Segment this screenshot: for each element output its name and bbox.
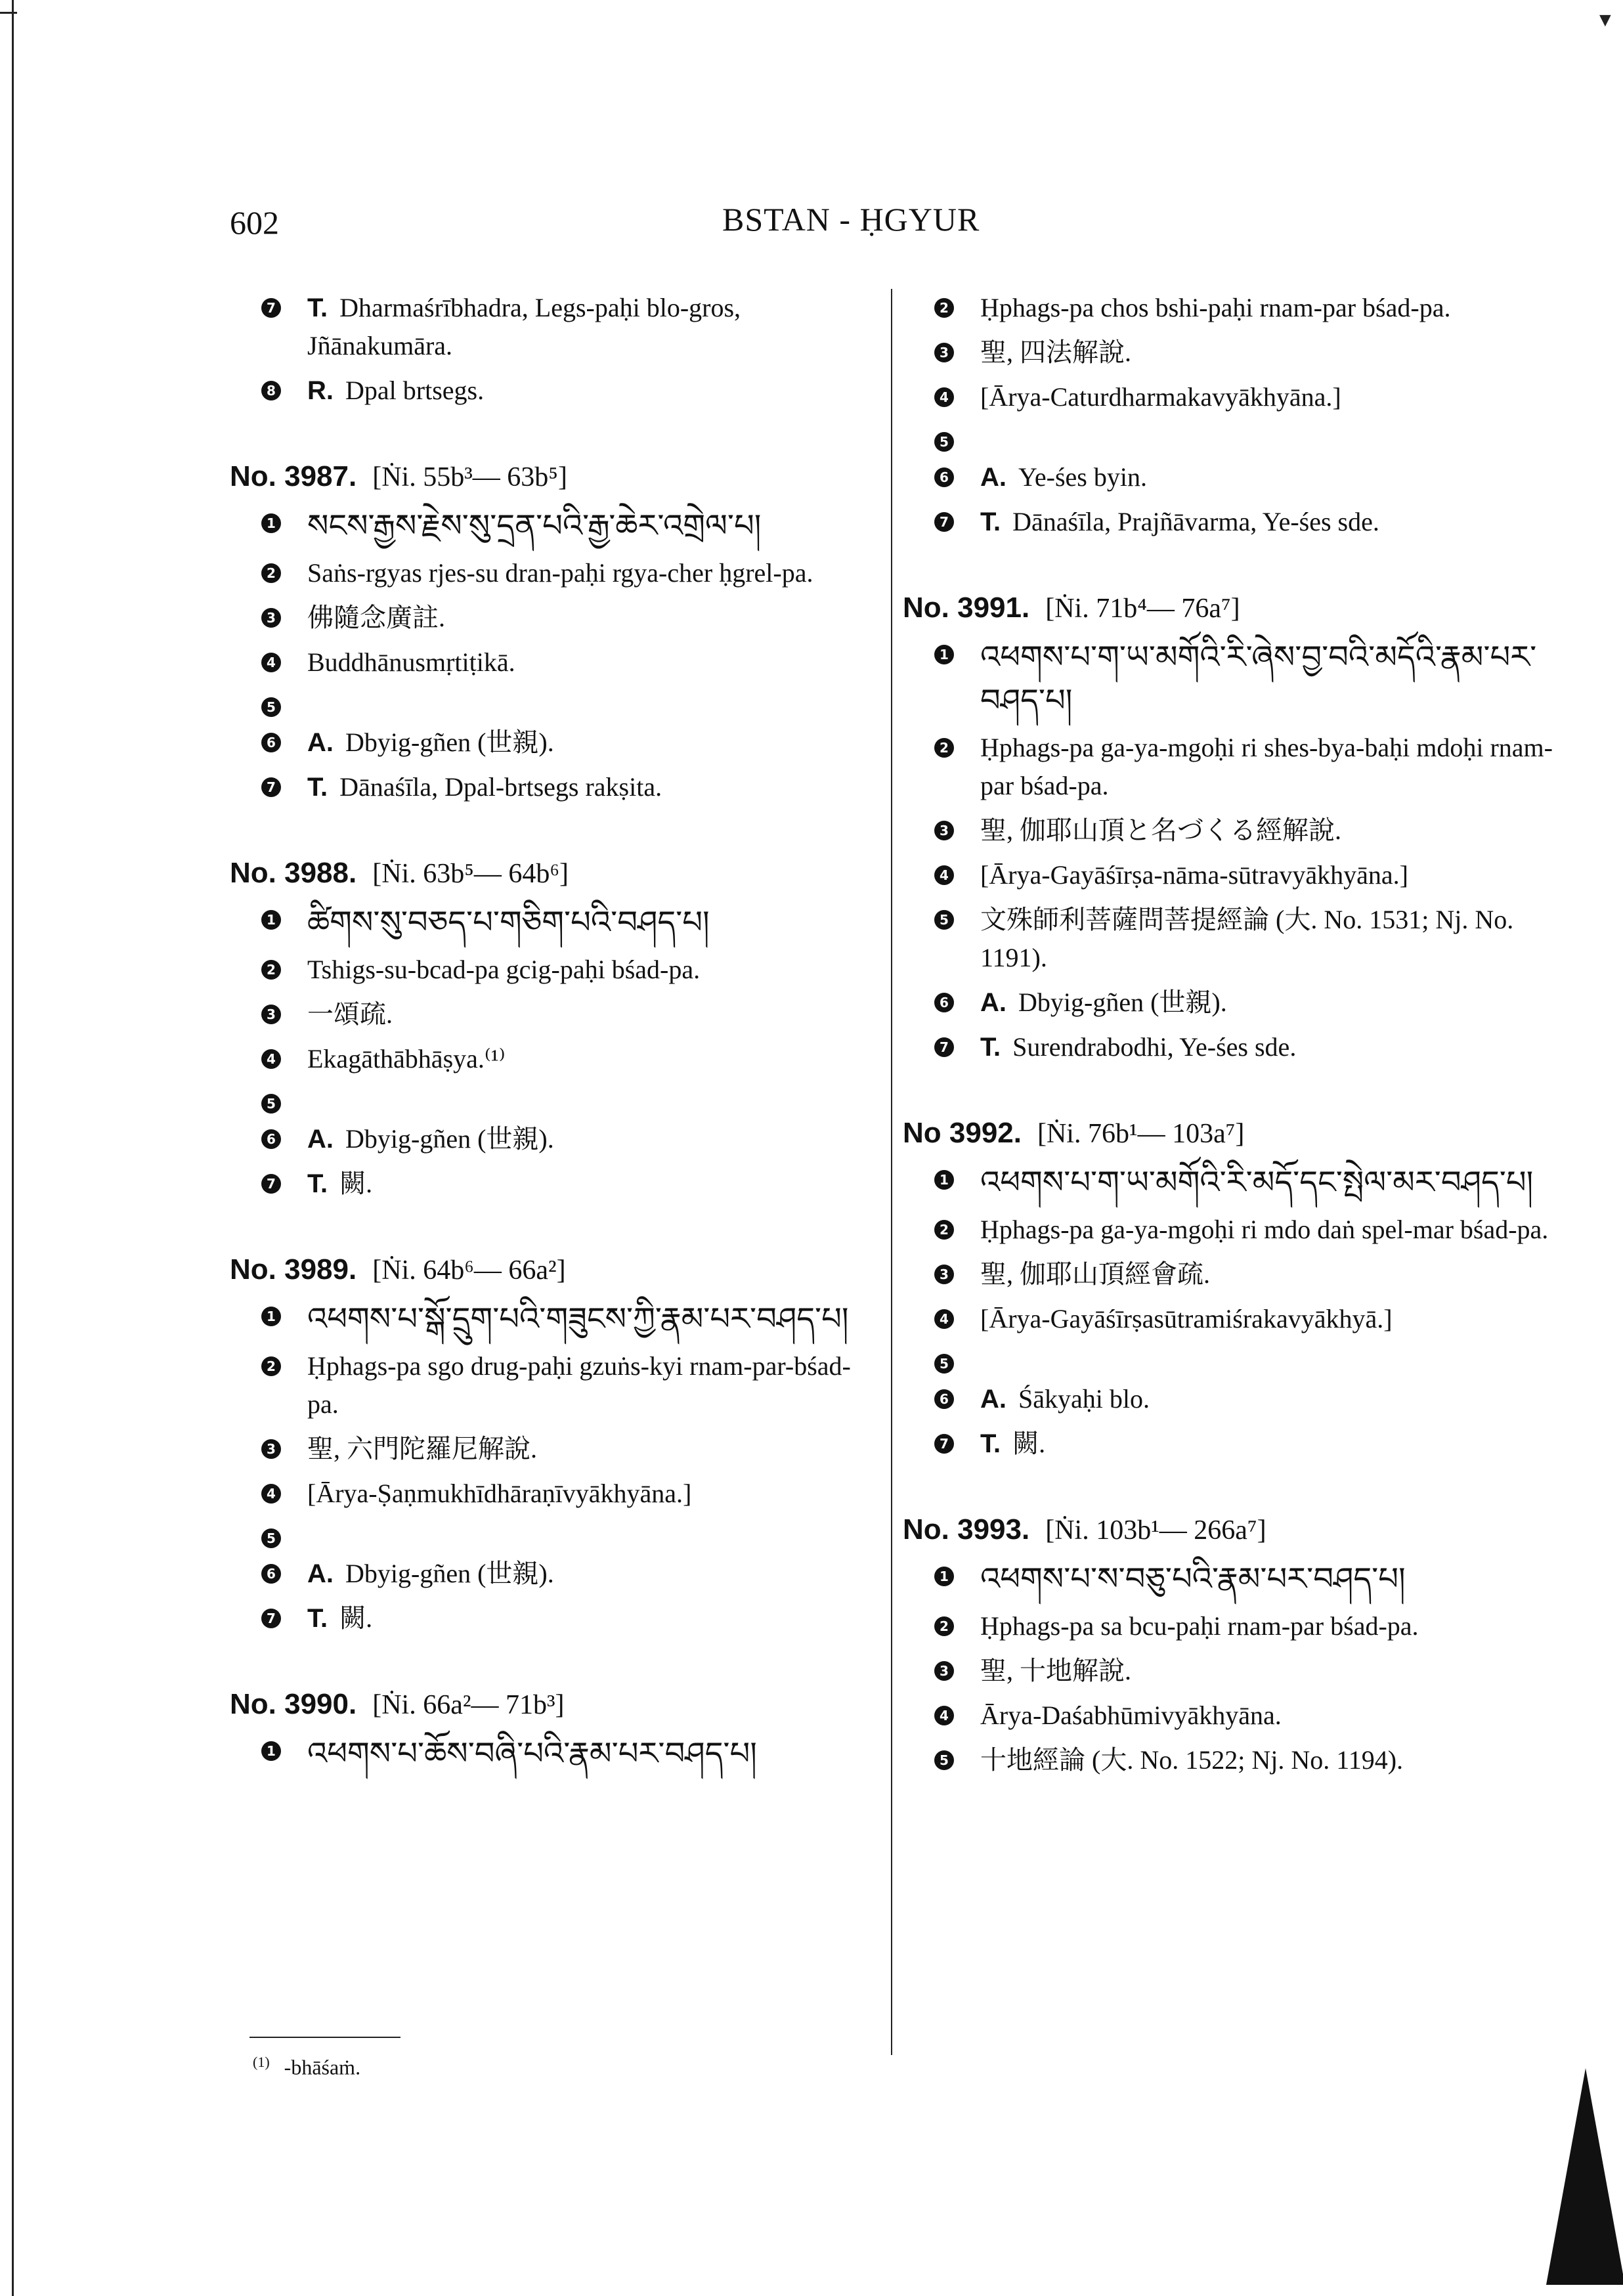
entry-field [903, 729, 1559, 805]
field-number-badge: 2 [934, 298, 954, 318]
field-text [307, 1165, 873, 1203]
tibetan-title [980, 1557, 1559, 1601]
field-text [980, 1697, 1559, 1735]
entry-number: No. 3989. [230, 1253, 357, 1286]
entry-field [903, 1652, 1559, 1690]
field-value: 闕. [339, 1603, 373, 1633]
entry-field [903, 1607, 1559, 1645]
entry-field [903, 856, 1559, 894]
field-value: Dpal brtsegs. [345, 376, 485, 405]
entry-heading [903, 1114, 1559, 1153]
field-number-badge: 1 [934, 645, 954, 664]
field-role-label: A. [980, 1385, 1006, 1414]
entry-field [230, 1297, 873, 1341]
entry-spacer [903, 548, 1559, 588]
entry-folio-ref: [Ṅi. 76b¹— 103a⁷] [1037, 1119, 1245, 1149]
field-value: 聖, 六門陀羅尼解說. [307, 1434, 537, 1463]
entry-field [230, 768, 873, 806]
field-number-badge: 6 [261, 1129, 281, 1149]
entry-field [903, 1741, 1559, 1779]
field-value: [Ārya-Gayāśīrṣasūtramiśrakavyākhyā.] [980, 1304, 1393, 1333]
field-number-badge: 1 [261, 910, 281, 930]
field-text [307, 1120, 873, 1158]
field-value: Ḥphags-pa sgo drug-paḥi gzuṅs-kyi rnam-par-bśad-pa. [307, 1351, 851, 1419]
tibetan-title [307, 1297, 873, 1341]
field-value: [Ārya-Gayāśīrṣa-nāma-sūtravyākhyāna.] [980, 860, 1408, 890]
entry-field [230, 1120, 873, 1158]
entry-field [230, 951, 873, 989]
field-text [980, 1741, 1559, 1779]
entry-field [903, 636, 1559, 722]
column-divider [891, 289, 892, 2055]
field-number-badge: 7 [261, 777, 281, 797]
field-value: 佛隨念廣註. [307, 603, 445, 632]
field-number-badge: 5 [934, 432, 954, 452]
entry-heading [230, 854, 873, 893]
field-role-label: T. [980, 508, 1001, 536]
field-value: Ḥphags-pa ga-ya-mgoḥi ri shes-bya-baḥi mdoḥi rnam-par bśad-pa. [980, 733, 1553, 800]
entry-spacer [230, 1209, 873, 1250]
entry-field [230, 1085, 873, 1114]
entry-field [230, 1347, 873, 1423]
entry-field [903, 1028, 1559, 1066]
field-number-badge: 7 [934, 1434, 954, 1454]
entry-field [903, 1380, 1559, 1418]
field-role-label: A. [307, 728, 334, 757]
field-number-badge: 7 [261, 1609, 281, 1628]
field-text [307, 995, 873, 1033]
field-number-badge: 6 [934, 467, 954, 487]
field-value: 闕. [1012, 1429, 1046, 1458]
entry-spacer [230, 416, 873, 457]
field-text [307, 1430, 873, 1468]
field-text [980, 334, 1559, 372]
field-text [980, 289, 1559, 327]
field-text [307, 724, 873, 762]
entry-number: No. 3987. [230, 460, 357, 492]
field-text [980, 458, 1559, 496]
field-value: Dbyig-gñen (世親). [345, 727, 554, 757]
field-number-badge: 1 [934, 1170, 954, 1190]
entry-field [230, 1040, 873, 1078]
field-number-badge: 3 [261, 608, 281, 628]
field-number-badge: 2 [261, 563, 281, 583]
field-number-badge: 2 [261, 960, 281, 980]
catalog-entry [903, 1469, 1559, 1779]
field-text [980, 984, 1559, 1022]
field-text [980, 1652, 1559, 1690]
field-number-badge: 5 [934, 910, 954, 930]
field-number-badge: 5 [261, 1528, 281, 1548]
field-number-badge: 1 [934, 1567, 954, 1586]
field-text [307, 289, 873, 365]
entry-field [230, 1475, 873, 1513]
field-text [980, 812, 1559, 850]
field-number-badge: 7 [934, 1037, 954, 1057]
field-text [307, 1599, 873, 1637]
field-value: Dbyig-gñen (世親). [345, 1124, 554, 1154]
entry-number: No 3992. [903, 1117, 1022, 1149]
field-number-badge: 4 [261, 1484, 281, 1504]
field-text [980, 378, 1559, 416]
catalog-entry [230, 416, 873, 806]
footnote-rule [249, 2037, 400, 2038]
entry-folio-ref: [Ṅi. 71b⁴— 76a⁷] [1045, 594, 1240, 624]
field-value: Surendrabodhi, Ye-śes sde. [1012, 1032, 1297, 1062]
field-value: 聖, 十地解說. [980, 1656, 1131, 1685]
field-role-label: R. [307, 376, 334, 405]
entry-spacer [903, 1469, 1559, 1510]
entry-field [903, 1425, 1559, 1463]
tibetan-title [980, 1161, 1559, 1204]
entry-heading [903, 588, 1559, 628]
field-number-badge: 7 [261, 1174, 281, 1194]
field-value: Dharmaśrībhadra, Legs-paḥi blo-gros, Jñānakumāra. [307, 293, 741, 360]
field-number-badge: 5 [934, 1354, 954, 1374]
field-role-label: A. [307, 1559, 334, 1588]
entry-number: No. 3991. [903, 592, 1030, 624]
entry-field [230, 554, 873, 592]
field-value: འཕགས་པ་ས་བཅུ་པའི་རྣམ་པར་བཤད་པ། [980, 1561, 1406, 1597]
entry-field [230, 372, 873, 410]
field-value: ཚིགས་སུ་བཅད་པ་གཅིག་པའི་བཤད་པ། [307, 904, 710, 941]
catalog-entry [903, 548, 1559, 1066]
field-number-badge: 1 [261, 1307, 281, 1326]
field-number-badge: 3 [261, 1005, 281, 1024]
entry-folio-ref: [Ṅi. 103b¹— 266a⁷] [1045, 1515, 1266, 1546]
field-value: སངས་རྒྱས་རྗེས་སུ་དྲན་པའི་རྒྱ་ཆེར་འགྲེལ་པ། [307, 508, 762, 544]
entry-field [903, 1697, 1559, 1735]
field-text [980, 1380, 1559, 1418]
footnote-text: -bhāśaṁ. [284, 2055, 361, 2079]
entry-field [230, 643, 873, 682]
catalog-entry [230, 813, 873, 1203]
field-value: 聖, 伽耶山頂經會疏. [980, 1259, 1210, 1289]
field-value: 一頌疏. [307, 999, 393, 1029]
field-number-badge: 1 [261, 513, 281, 533]
field-number-badge: 2 [934, 738, 954, 758]
right-column [903, 289, 1559, 1786]
field-number-badge: 4 [261, 1049, 281, 1069]
entry-number: No. 3990. [230, 1688, 357, 1720]
field-text [307, 554, 873, 592]
field-value: འཕགས་པ་ཆོས་བཞི་པའི་རྣམ་པར་བཤད་པ། [307, 1735, 757, 1772]
field-text [307, 1347, 873, 1423]
entry-number: No. 3993. [903, 1513, 1030, 1546]
field-number-badge: 3 [934, 1661, 954, 1681]
entry-folio-ref: [Ṅi. 55b³— 63b⁵] [372, 462, 567, 492]
entry-field [903, 812, 1559, 850]
field-number-badge: 5 [934, 1750, 954, 1770]
catalog-entry [230, 1644, 873, 1775]
field-value: 聖, 四法解說. [980, 337, 1131, 367]
catalog-entry [230, 1209, 873, 1637]
entry-field [903, 1557, 1559, 1601]
corner-mark: ▼ [1595, 9, 1615, 31]
tibetan-title [307, 1732, 873, 1775]
field-text [307, 1040, 873, 1078]
field-value: 十地經論 (大. No. 1522; Nj. No. 1194). [980, 1745, 1404, 1775]
field-value: Saṅs-rgyas rjes-su dran-paḥi rgya-cher ḥgrel-pa. [307, 558, 813, 588]
entry-field [230, 504, 873, 548]
entry-field [903, 901, 1559, 977]
catalog-entry [903, 1073, 1559, 1463]
field-number-badge: 3 [934, 821, 954, 840]
field-value: Ḥphags-pa chos bshi-paḥi rnam-par bśad-pa. [980, 293, 1451, 322]
field-text [980, 901, 1559, 977]
field-role-label: A. [980, 988, 1006, 1017]
entry-field [903, 378, 1559, 416]
field-value: 文殊師利菩薩問菩提經論 (大. No. 1531; Nj. No. 1191). [980, 905, 1514, 972]
entry-heading [230, 1250, 873, 1289]
entry-field [903, 1161, 1559, 1204]
entry-field [903, 1300, 1559, 1338]
entry-folio-ref: [Ṅi. 66a²— 71b³] [372, 1690, 565, 1720]
field-value: འཕགས་པ་ག་ཡ་མགོའི་རི་ཞེས་བྱ་བའི་མདོའི་རྣམ་པར་བཤད་པ། [980, 639, 1537, 719]
field-text [307, 951, 873, 989]
entry-field [903, 503, 1559, 541]
field-role-label: T. [307, 293, 328, 322]
footnote-marker: (1) [253, 2054, 270, 2070]
entry-field [230, 1599, 873, 1637]
field-text [980, 1607, 1559, 1645]
tibetan-title [307, 504, 873, 548]
field-role-label: T. [307, 773, 328, 802]
entry-continuation [230, 289, 873, 410]
field-value: Buddhānusmṛtiṭikā. [307, 647, 515, 677]
field-number-badge: 2 [934, 1220, 954, 1240]
field-number-badge: 6 [934, 993, 954, 1012]
field-text [307, 768, 873, 806]
entry-field [903, 1211, 1559, 1249]
field-number-badge: 4 [261, 653, 281, 672]
entry-folio-ref: [Ṅi. 63b⁵— 64b⁶] [372, 859, 569, 889]
field-number-badge: 3 [261, 1439, 281, 1459]
entry-heading [230, 457, 873, 496]
field-role-label: T. [307, 1169, 328, 1198]
field-text [980, 1425, 1559, 1463]
tibetan-title [980, 636, 1559, 722]
field-text [307, 1475, 873, 1513]
entry-spacer [230, 1644, 873, 1685]
entry-field [230, 289, 873, 365]
entry-field [903, 458, 1559, 496]
field-number-badge: 6 [261, 1564, 281, 1584]
field-value: Dbyig-gñen (世親). [1018, 987, 1227, 1017]
page-edge-line [12, 0, 14, 2296]
entry-field [903, 289, 1559, 327]
entry-field [230, 1519, 873, 1548]
entry-field [903, 1345, 1559, 1374]
field-text [980, 1028, 1559, 1066]
field-role-label: T. [980, 1429, 1001, 1458]
field-text [980, 729, 1559, 805]
field-value: [Ārya-Caturdharmakavyākhyāna.] [980, 382, 1341, 412]
field-text [980, 503, 1559, 541]
field-number-badge: 4 [934, 1706, 954, 1725]
field-number-badge: 4 [934, 1309, 954, 1329]
field-text [307, 372, 873, 410]
field-role-label: T. [980, 1033, 1001, 1062]
field-value: Ḥphags-pa sa bcu-paḥi rnam-par bśad-pa. [980, 1611, 1419, 1641]
entry-field [230, 724, 873, 762]
field-role-label: T. [307, 1604, 328, 1633]
field-number-badge: 4 [934, 387, 954, 407]
field-text [307, 599, 873, 637]
entry-spacer [230, 813, 873, 854]
field-number-badge: 7 [261, 298, 281, 318]
field-text [980, 1300, 1559, 1338]
entry-number: No. 3988. [230, 857, 357, 889]
field-text [307, 1555, 873, 1593]
entry-folio-ref: [Ṅi. 64b⁶— 66a²] [372, 1255, 566, 1286]
entry-field [230, 1430, 873, 1468]
field-value: Tshigs-su-bcad-pa gcig-paḥi bśad-pa. [307, 955, 701, 984]
field-number-badge: 5 [261, 697, 281, 717]
field-number-badge: 4 [934, 865, 954, 885]
field-number-badge: 1 [261, 1741, 281, 1761]
field-number-badge: 2 [261, 1356, 281, 1376]
field-value: [Ārya-Ṣaṇmukhīdhāraṇīvyākhyāna.] [307, 1479, 692, 1508]
entry-field [230, 995, 873, 1033]
footnote [253, 2054, 360, 2080]
entry-field [230, 901, 873, 944]
entry-field [230, 599, 873, 637]
field-role-label: A. [980, 463, 1006, 492]
field-value: Śākyaḥi blo. [1018, 1384, 1150, 1414]
entry-field [903, 1255, 1559, 1293]
field-number-badge: 3 [934, 1265, 954, 1284]
field-text [980, 1211, 1559, 1249]
field-text [307, 643, 873, 682]
entry-field [903, 423, 1559, 452]
entry-heading [230, 1685, 873, 1724]
field-text [980, 1255, 1559, 1293]
field-value: 聖, 伽耶山頂と名づくる經解說. [980, 815, 1341, 845]
field-value: Ye-śes byin. [1018, 462, 1147, 492]
field-number-badge: 6 [934, 1389, 954, 1409]
entry-field [903, 984, 1559, 1022]
running-title: BSTAN - ḤGYUR [722, 201, 980, 238]
field-role-label: A. [307, 1125, 334, 1154]
field-value: འཕགས་པ་སྒོ་དྲུག་པའི་གཟུངས་ཀྱི་རྣམ་པར་བཤད་པ། [307, 1301, 849, 1337]
tibetan-title [307, 901, 873, 944]
entry-field [230, 1732, 873, 1775]
entry-continuation [903, 289, 1559, 541]
field-number-badge: 8 [261, 381, 281, 401]
field-number-badge: 7 [934, 512, 954, 532]
field-value: Ārya-Daśabhūmivyākhyāna. [980, 1700, 1282, 1730]
field-number-badge: 6 [261, 733, 281, 752]
ink-blot [1546, 2068, 1623, 2285]
field-value: 闕. [339, 1169, 373, 1198]
field-value: འཕགས་པ་ག་ཡ་མགོའི་རི་མདོ་དང་སྤེལ་མར་བཤད་པ། [980, 1164, 1534, 1201]
entry-field [230, 688, 873, 717]
field-number-badge: 3 [934, 343, 954, 362]
page-number: 602 [230, 204, 279, 241]
field-number-badge: 2 [934, 1616, 954, 1636]
left-column [230, 289, 873, 1782]
page-edge-tick [0, 12, 17, 14]
entry-heading [903, 1510, 1559, 1549]
field-text [980, 856, 1559, 894]
field-value: Ekagāthābhāṣya.⁽¹⁾ [307, 1044, 506, 1073]
field-value: Dānaśīla, Dpal-brtsegs rakṣita. [339, 772, 662, 802]
field-value: Dbyig-gñen (世親). [345, 1559, 554, 1588]
entry-field [230, 1165, 873, 1203]
field-value: Ḥphags-pa ga-ya-mgoḥi ri mdo daṅ spel-mar bśad-pa. [980, 1215, 1549, 1244]
field-number-badge: 5 [261, 1094, 281, 1114]
field-value: Dānaśīla, Prajñāvarma, Ye-śes sde. [1012, 507, 1379, 536]
entry-field [230, 1555, 873, 1593]
entry-spacer [903, 1073, 1559, 1114]
entry-field [903, 334, 1559, 372]
